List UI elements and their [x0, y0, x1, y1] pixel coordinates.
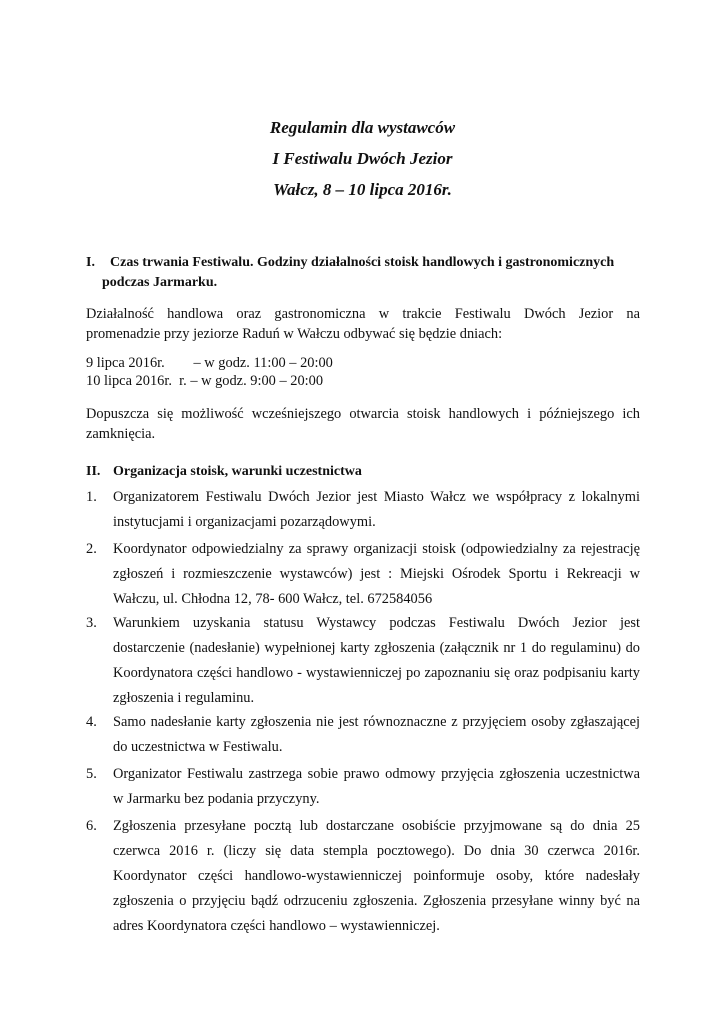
title-line-2: I Festiwalu Dwóch Jezior — [272, 149, 453, 168]
list-item-line: Zgłoszenia przesyłane pocztą lub dostarczane osobiście przyjmowane są do dnia 25 — [113, 818, 640, 834]
list-item-line: Organizatorem Festiwalu Dwóch Jezior jest Miasto Wałcz we współpracy z lokalnymi — [113, 489, 640, 505]
section-1-heading-line-2: podczas Jarmarku. — [102, 275, 218, 290]
list-item-line: adres Koordynatora części handlowo – wystawienniczej. — [113, 918, 440, 934]
title-line-1: Regulamin dla wystawców — [269, 118, 456, 137]
list-item-line: Koordynator części handlowo-wystawienniczej poinformuje osoby, które nadesłały — [113, 868, 640, 884]
list-item-line: Wałczu, ul. Chłodna 12, 78- 600 Wałcz, tel. 672584056 — [113, 591, 433, 607]
list-item-line: czerwca 2016 r. (liczy się data stempla pocztowego). Do dnia 30 czerwca 2016r. — [113, 843, 640, 859]
list-item-number: 3. — [86, 615, 97, 631]
section-1-heading-line-1: Czas trwania Festiwalu. Godziny działalności stoisk handlowych i gastronomicznych — [110, 255, 615, 270]
list-item-number: 4. — [86, 714, 97, 730]
list-item-line: zgłoszeń i rozmieszczenie wystawców) jest : Miejski Ośrodek Sportu i Rekreacji w — [113, 566, 640, 582]
paragraph-1-line-1: Działalność handlowa oraz gastronomiczna w trakcie Festiwalu Dwóch Jezior na — [86, 306, 640, 322]
section-2-heading-text: Organizacja stoisk, warunki uczestnictwa — [113, 464, 362, 479]
section-1-paragraph-1 — [86, 304, 640, 344]
list-item-number: 1. — [86, 489, 97, 505]
list-item — [86, 814, 640, 939]
schedule-date-2: 10 lipca 2016r. r. – w godz. 9:00 – 20:00 — [86, 373, 324, 389]
list-item — [86, 611, 640, 711]
section-2-number: II. — [86, 464, 101, 479]
paragraph-2-line-2: zamknięcia. — [86, 426, 156, 442]
list-item — [86, 762, 640, 812]
list-item — [86, 710, 640, 760]
list-item — [86, 485, 640, 535]
list-item-line: Samo nadesłanie karty zgłoszenia nie jest równoznaczne z przyjęciem osoby zgłaszającej — [113, 714, 640, 730]
schedule-date-1: 9 lipca 2016r. – w godz. 11:00 – 20:00 — [86, 355, 333, 371]
section-1-paragraph-2 — [86, 404, 640, 444]
list-item-line: Koordynatora części handlowo - wystawienniczej po zapoznaniu się oraz podpisaniu karty — [113, 665, 640, 681]
list-item — [86, 537, 640, 612]
list-item-line: w Jarmarku bez podania przyczyny. — [113, 791, 320, 807]
list-item-line: Koordynator odpowiedzialny za sprawy organizacji stoisk (odpowiedzialny za rejestrację — [113, 541, 640, 557]
list-item-line: zgłoszenia i regulaminu. — [113, 690, 255, 706]
section-1-number: I. — [86, 255, 95, 270]
list-item-number: 2. — [86, 541, 97, 557]
list-item-number: 5. — [86, 766, 97, 782]
document-title — [0, 112, 725, 205]
list-item-line: zgłoszenia o przyjęciu bądź odrzuceniu zgłoszenia. Zgłoszenia przesyłane winny być na — [113, 893, 640, 909]
paragraph-1-line-2: promenadzie przy jeziorze Raduń w Wałczu odbywać się będzie dniach: — [86, 326, 503, 342]
section-1-heading — [86, 253, 641, 293]
list-item-line: Organizator Festiwalu zastrzega sobie prawo odmowy przyjęcia zgłoszenia uczestnictwa — [113, 766, 640, 782]
list-item-line: dostarczenie (nadesłanie) wypełnionej karty zgłoszenia (załącznik nr 1 do regulaminu) do — [113, 640, 640, 656]
title-line-3: Wałcz, 8 – 10 lipca 2016r. — [273, 180, 452, 199]
section-2-heading — [86, 462, 641, 482]
list-item-line: instytucjami i organizacjami pozarządowymi. — [113, 514, 376, 530]
paragraph-2-line-1: Dopuszcza się możliwość wcześniejszego otwarcia stoisk handlowych i późniejszego ich — [86, 406, 640, 422]
list-item-line: Warunkiem uzyskania statusu Wystawcy podczas Festiwalu Dwóch Jezior jest — [113, 615, 640, 631]
list-item-number: 6. — [86, 818, 97, 834]
list-item-line: do uczestnictwa w Festiwalu. — [113, 739, 283, 755]
